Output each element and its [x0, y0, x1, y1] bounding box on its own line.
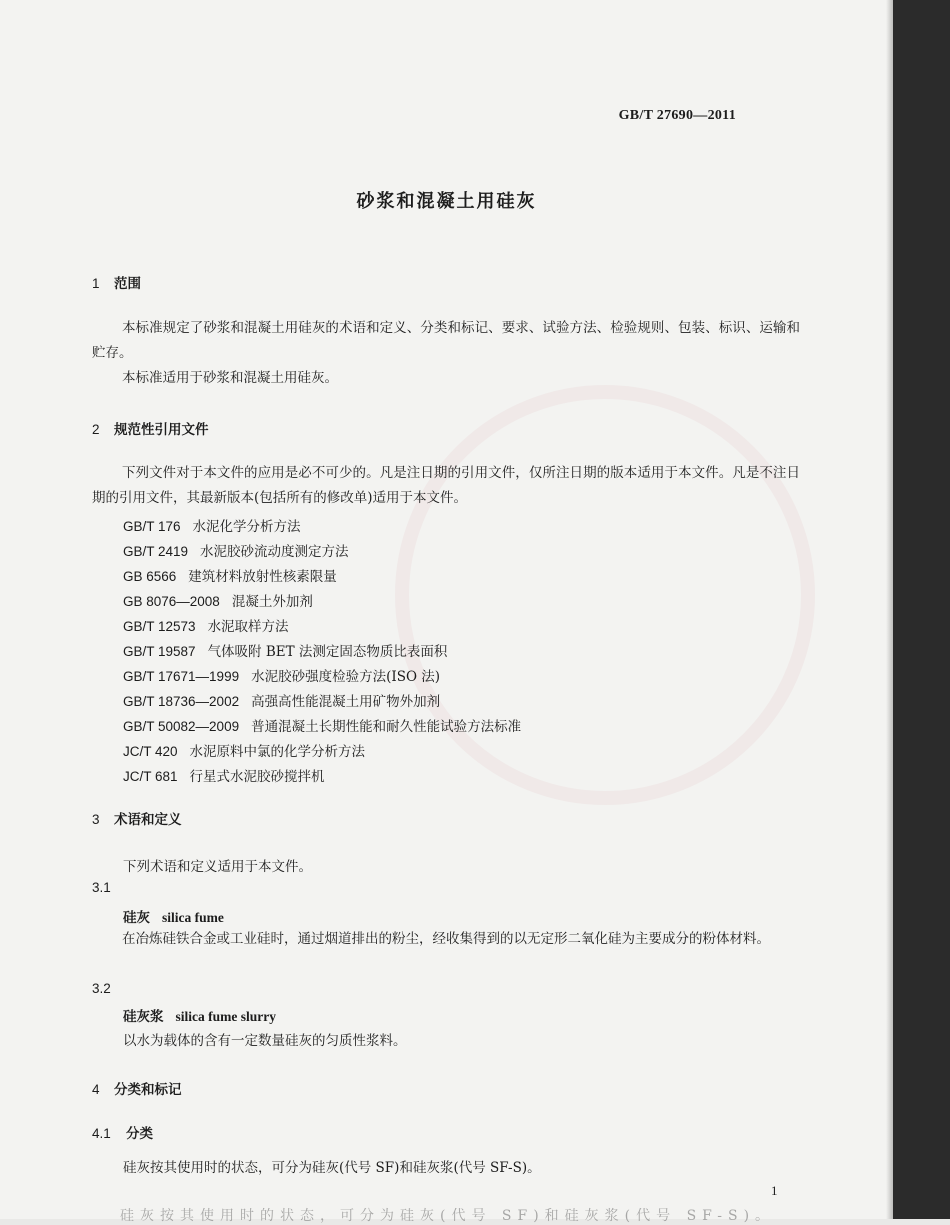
reference-item: GB/T 50082—2009 普通混凝土长期性能和耐久性能试验方法标准	[123, 719, 522, 735]
section-number: 4	[92, 1082, 100, 1097]
term-definition: 以水为载体的含有一定数量硅灰的匀质性浆料。	[123, 1033, 407, 1049]
section-2-intro: 下列文件对于本文件的应用是必不可少的。凡是注日期的引用文件，仅所注日期的版本适用于本文件。凡是不注日期的引用文件，其最新版本(包括所有的修改单)适用于本文件。	[92, 465, 800, 506]
scanner-binding-shadow	[893, 0, 950, 1219]
reference-item: GB/T 12573 水泥取样方法	[123, 619, 289, 635]
reference-item: JC/T 681 行星式水泥胶砂搅拌机	[123, 769, 325, 785]
section-3-heading	[92, 808, 182, 828]
reference-item: GB/T 2419 水泥胶砂流动度测定方法	[123, 544, 349, 560]
document-title: 砂浆和混凝土用硅灰	[356, 191, 537, 212]
reference-item: GB/T 176 水泥化学分析方法	[123, 519, 301, 535]
term-number: 3.2	[92, 981, 111, 996]
section-number: 1	[92, 276, 100, 291]
section-1-paragraph-1: 本标准规定了砂浆和混凝土用硅灰的术语和定义、分类和标记、要求、试验方法、检验规则、包装、标识、运输和贮存。	[92, 320, 800, 361]
subsection-number: 4.1	[92, 1126, 111, 1141]
section-title: 规范性引用文件	[114, 422, 209, 438]
term-number: 3.1	[92, 880, 111, 895]
reference-item: JC/T 420 水泥原料中氯的化学分析方法	[123, 744, 366, 760]
page-number: 1	[771, 1183, 778, 1198]
reference-item: GB 8076—2008 混凝土外加剂	[123, 594, 313, 610]
standard-code: GB/T 27690—2011	[618, 108, 736, 123]
subsection-title: 分类	[126, 1126, 153, 1142]
subsection-4-1-heading	[92, 1122, 153, 1142]
section-2-heading	[92, 418, 209, 438]
show-through-seal	[395, 385, 815, 805]
section-number: 2	[92, 422, 100, 437]
reference-item: GB 6566 建筑材料放射性核素限量	[123, 569, 337, 585]
term-name: 硅灰浆 silica fume slurry	[123, 1009, 276, 1025]
page-edge-shadow	[886, 0, 893, 1219]
reference-item: GB/T 17671—1999 水泥胶砂强度检验方法(ISO 法)	[123, 669, 441, 685]
section-4-1-paragraph: 硅灰按其使用时的状态，可分为硅灰(代号 SF)和硅灰浆(代号 SF-S)。	[123, 1160, 541, 1176]
section-number: 3	[92, 812, 100, 827]
section-3-intro: 下列术语和定义适用于本文件。	[123, 859, 312, 875]
term-name: 硅灰 silica fume	[123, 910, 224, 926]
term-definition: 在冶炼硅铁合金或工业硅时，通过烟道排出的粉尘，经收集得到的以无定形二氧化硅为主要成分的粉体材料。	[122, 931, 770, 947]
section-title: 术语和定义	[114, 812, 182, 828]
section-4-heading	[92, 1078, 182, 1098]
section-1-heading	[92, 272, 141, 292]
bleed-through-text: 硅灰按其使用时的状态，可分为硅灰(代号 SF)和硅灰浆(代号 SF-S)。	[120, 1208, 776, 1224]
section-title: 范围	[114, 276, 141, 292]
reference-item: GB/T 18736—2002 高强高性能混凝土用矿物外加剂	[123, 694, 441, 710]
section-title: 分类和标记	[114, 1082, 182, 1098]
reference-item: GB/T 19587 气体吸附 BET 法测定固态物质比表面积	[123, 644, 448, 660]
section-1-paragraph-2: 本标准适用于砂浆和混凝土用硅灰。	[122, 370, 338, 386]
